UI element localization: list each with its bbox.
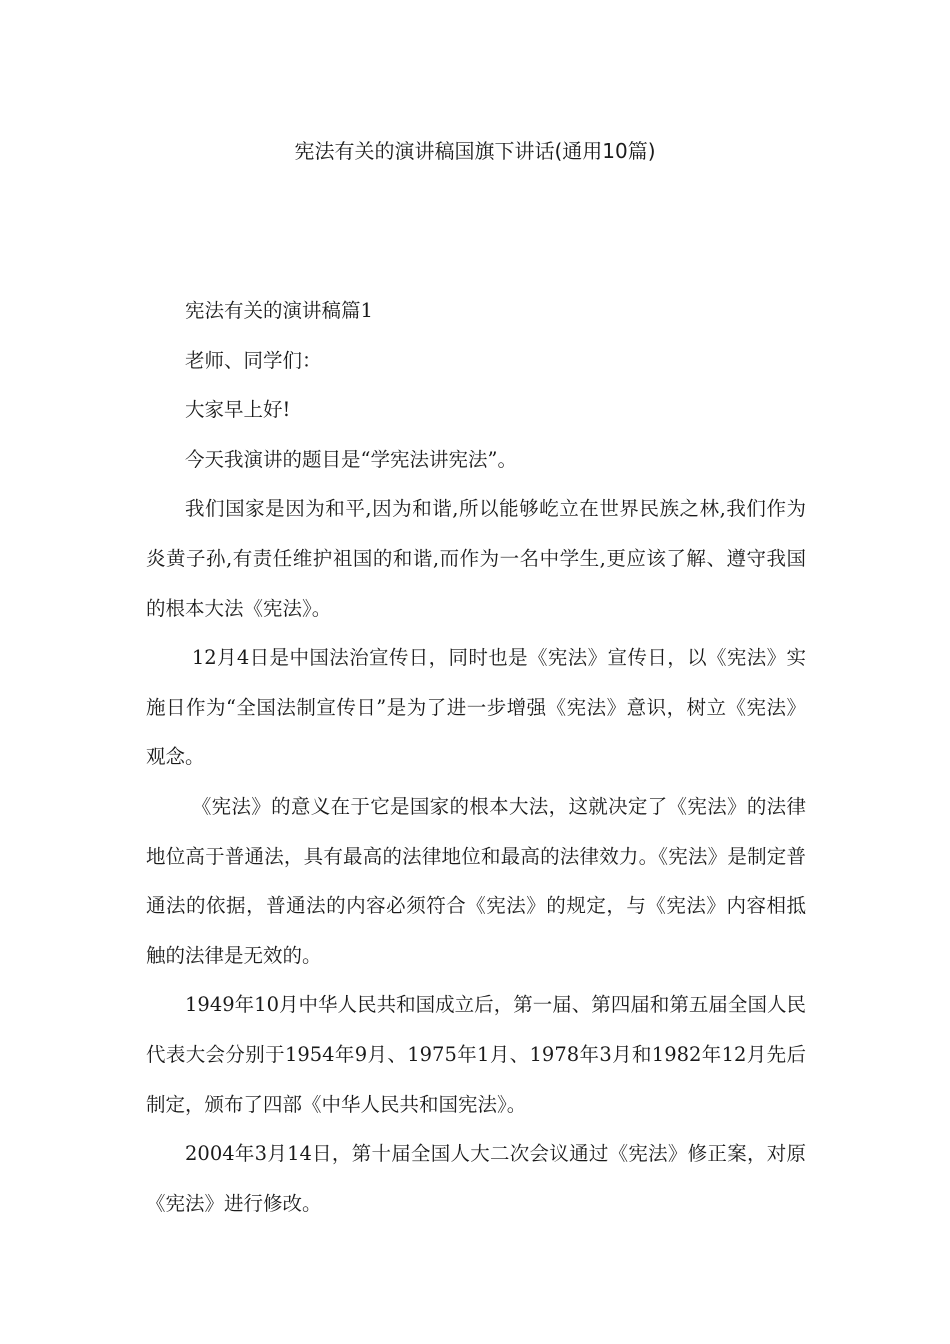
salutation: 老师、同学们： xyxy=(185,348,322,372)
speech-topic: 今天我演讲的题目是“学宪法讲宪法”。 xyxy=(185,447,517,471)
paragraph: 1949年10月中华人民共和国成立后，第一届、第四届和第五届全国人民代表大会分别于1954年9月、1975年1月、1978年3月和1982年12月先后制定，颁布了四部《中华人民共和国宪法》。 xyxy=(146,993,806,1116)
paragraph: 我们国家是因为和平,因为和谐,所以能够屹立在世界民族之林,我们作为炎黄子孙,有责任维护祖国的和谐,而作为一名中学生,更应该了解、遵守我国的根本大法《宪法》。 xyxy=(146,497,806,620)
greeting: 大家早上好! xyxy=(185,398,291,422)
paragraph: 12月4日是中国法治宣传日，同时也是《宪法》宣传日，以《宪法》实施日作为“全国法制宣传日”是为了进一步增强《宪法》意识，树立《宪法》观念。 xyxy=(146,646,806,769)
document-title: 宪法有关的演讲稿国旗下讲话(通用10篇) xyxy=(294,139,656,163)
paragraph: 2004年3月14日，第十届全国人大二次会议通过《宪法》修正案，对原《宪法》进行修改。 xyxy=(146,1142,806,1215)
paragraph: 《宪法》的意义在于它是国家的根本大法，这就决定了《宪法》的法律地位高于普通法，具有最高的法律地位和最高的法律效力。《宪法》是制定普通法的依据，普通法的内容必须符合《宪法》的规定，与《宪法》内容相抵触的法律是无效的。 xyxy=(146,794,806,967)
document-body xyxy=(146,286,806,1228)
section-heading: 宪法有关的演讲稿篇1 xyxy=(185,299,373,322)
